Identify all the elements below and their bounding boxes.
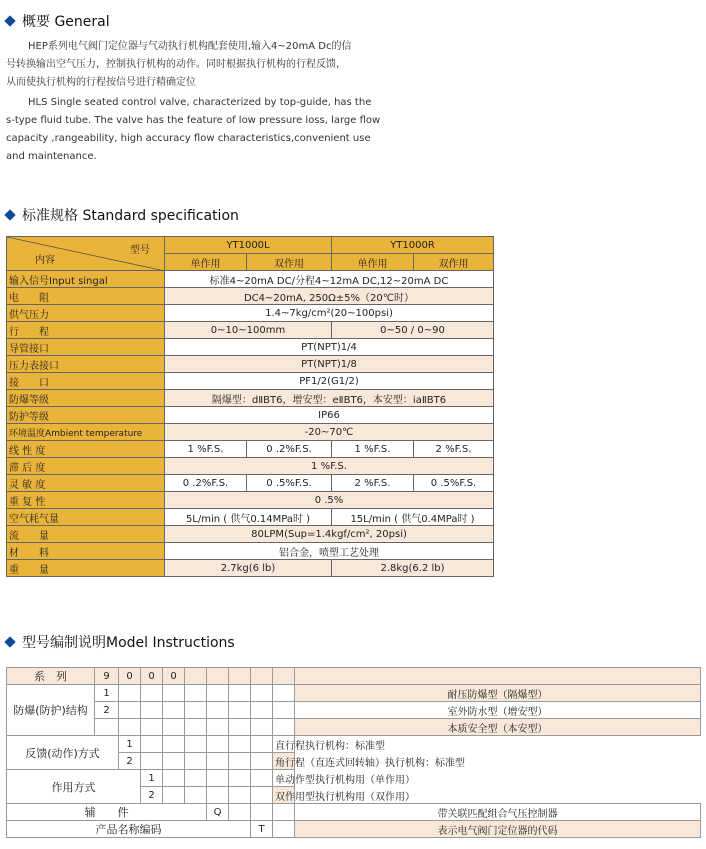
series-label: 系 列 [7,668,95,685]
model-title: 型号编制说明Model Instructions [22,635,235,651]
corner-top-label: 型号 [130,245,150,256]
sub-header: 双作用 [414,254,494,271]
row-label: 接 口 [7,373,165,390]
feedback-code: 2 [119,753,141,770]
code-cell [251,804,273,821]
row-label: 滞 后 度 [7,458,165,475]
series-digit: 0 [163,668,185,685]
code-cell [207,668,229,685]
code-cell [229,787,251,804]
diamond-bullet-icon [4,15,15,26]
code-cell [273,719,295,736]
row-value: 1.4~7kg/cm²(20~100psi) [165,305,494,322]
accessory-code: Q [207,804,229,821]
code-cell [229,668,251,685]
explosion-label: 防爆(防护)结构 [7,685,95,736]
row-value: PT(NPT)1/4 [165,339,494,356]
desc-cell [295,668,701,685]
general-heading [6,11,110,31]
action-code: 1 [141,770,163,787]
row-label: 线 性 度 [7,441,165,458]
code-cell [229,702,251,719]
code-cell [207,753,229,770]
code-cell [229,719,251,736]
general-english-paragraph [6,94,398,166]
code-cell [207,685,229,702]
row-label: 重 量 [7,560,165,577]
row-value: PT(NPT)1/8 [165,356,494,373]
code-cell [229,685,251,702]
row-value: 0 .5% [165,492,494,509]
code-cell [185,685,207,702]
code-cell [163,753,185,770]
row-label: 环境温度Ambient temperature [7,424,165,441]
code-cell [163,702,185,719]
row-value: 0 .2%F.S. [165,475,247,492]
feedback-label: 反馈(动作)方式 [7,736,119,770]
description: 室外防水型（增安型） [295,702,701,719]
code-cell [185,753,207,770]
code-cell [207,702,229,719]
corner-bottom-label: 内容 [35,255,55,266]
sub-header: 单作用 [332,254,414,271]
row-value: 15L/min ( 供气0.4MPa时 ) [332,509,494,526]
code-cell [251,719,273,736]
code-cell [251,702,273,719]
series-digit: 0 [141,668,163,685]
row-value: 2.7kg(6 lb) [165,560,332,577]
code-cell [251,753,273,770]
row-label: 流 量 [7,526,165,543]
row-label: 灵 敏 度 [7,475,165,492]
product-label: 产品名称编码 [7,821,251,838]
row-value: DC4~20mA, 250Ω±5%（20℃时） [165,288,494,305]
code-cell [141,736,163,753]
code-cell [119,685,141,702]
code-cell [163,736,185,753]
row-value: 铝合金，喷塑工艺处理 [165,543,494,560]
row-value: 0 .5%F.S. [247,475,332,492]
code-cell [163,685,185,702]
description: 角行程（直连式回转轴）执行机构：标准型 [273,753,295,770]
code-cell [207,719,229,736]
model-header: YT1000L [165,237,332,254]
code-cell [273,685,295,702]
code-cell [141,753,163,770]
row-value: 80LPM(Sup=1.4kgf/cm², 20psi) [165,526,494,543]
row-value: 1 %F.S. [165,441,247,458]
text-line: 从而使执行机构的行程按信号进行精确定位 [6,77,196,88]
feedback-code: 1 [119,736,141,753]
row-label: 行 程 [7,322,165,339]
series-digit: 9 [95,668,119,685]
row-label: 防爆等级 [7,390,165,407]
row-value: 0~10~100mm [165,322,332,339]
series-digit: 0 [119,668,141,685]
code-cell [251,736,273,753]
explosion-code: 1 [95,685,119,702]
code-cell [251,685,273,702]
row-value: -20~70℃ [165,424,494,441]
text-line: and maintenance. [6,151,97,162]
code-cell [141,702,163,719]
action-code: 2 [141,787,163,804]
code-cell [207,736,229,753]
code-cell [119,719,141,736]
text-line: capacity ,rangeability, high accuracy flow characteristics,convenient use [6,133,371,144]
explosion-code: 2 [95,702,119,719]
code-cell [163,787,185,804]
row-value: 5L/min ( 供气0.14MPa时 ) [165,509,332,526]
text-line: HLS Single seated control valve, characterized by top-guide, has the [28,97,372,108]
spec-table [6,236,494,577]
row-value: 0 .2%F.S. [247,441,332,458]
code-cell [141,719,163,736]
row-label: 输入信号Input singal [7,271,165,288]
description: 表示电气阀门定位器的代码 [295,821,701,838]
code-cell [185,787,207,804]
sub-header: 单作用 [165,254,247,271]
code-cell [229,736,251,753]
code-cell [185,702,207,719]
code-cell [273,804,295,821]
code-cell [273,702,295,719]
code-cell [273,668,295,685]
spec-heading [6,205,239,225]
code-cell [207,787,229,804]
row-label: 压力表接口 [7,356,165,373]
text-line: s-type fluid tube. The valve has the feature of low pressure loss, large flow [6,115,381,126]
row-value: 2 %F.S. [414,441,494,458]
code-cell [119,702,141,719]
row-label: 防护等级 [7,407,165,424]
code-cell [185,770,207,787]
code-cell [185,668,207,685]
row-label: 材 料 [7,543,165,560]
row-value: 标准4~20mA DC/分程4~12mA DC,12~20mA DC [165,271,494,288]
text-line: 号转换输出空气压力，控制执行机构的动作。同时根据执行机构的行程反馈， [6,59,346,70]
code-cell [229,770,251,787]
sub-header: 双作用 [247,254,332,271]
code-cell [163,770,185,787]
description: 双作用型执行机构用（双作用） [273,787,295,804]
row-value: 1 %F.S. [165,458,494,475]
model-heading [6,632,235,652]
code-cell [229,804,251,821]
code-cell [185,736,207,753]
code-cell [163,719,185,736]
diamond-bullet-icon [4,636,15,647]
action-label: 作用方式 [7,770,141,804]
description: 直行程执行机构：标准型 [273,736,295,753]
row-label: 供气压力 [7,305,165,322]
row-label: 导管接口 [7,339,165,356]
product-code: T [251,821,273,838]
row-label: 电 阻 [7,288,165,305]
code-cell [141,685,163,702]
code-cell [273,821,295,838]
description: 带关联匹配组合气压控制器 [295,804,701,821]
description: 单动作型执行机构用（单作用） [273,770,295,787]
text-line: HEP系列电气阀门定位器与气动执行机构配套使用,输入4~20mA Dc的信 [28,41,352,52]
model-header: YT1000R [332,237,494,254]
row-value: PF1/2(G1/2) [165,373,494,390]
row-value: 1 %F.S. [332,441,414,458]
row-value: 2.8kg(6.2 lb) [332,560,494,577]
model-code-table [6,667,701,838]
row-value: 2 %F.S. [332,475,414,492]
diamond-bullet-icon [4,209,15,220]
description: 本质安全型（本安型） [295,719,701,736]
code-cell [251,770,273,787]
code-cell [251,668,273,685]
code-cell [251,787,273,804]
row-value: 隔爆型：dⅡBT6，增安型：eⅡBT6，本安型：iaⅡBT6 [165,390,494,407]
row-value: 0~50 / 0~90 [332,322,494,339]
description: 耐压防爆型（隔爆型） [295,685,701,702]
code-cell [229,753,251,770]
row-value: IP66 [165,407,494,424]
general-chinese-paragraph [6,38,398,92]
code-cell [95,719,119,736]
code-cell [185,719,207,736]
general-title: 概要 General [22,14,110,30]
spec-title: 标准规格 Standard specification [22,208,239,224]
row-label: 空气耗气量 [7,509,165,526]
code-cell [207,770,229,787]
row-value: 0 .5%F.S. [414,475,494,492]
accessory-label: 辅 件 [7,804,207,821]
corner-cell [7,237,165,271]
row-label: 重 复 性 [7,492,165,509]
